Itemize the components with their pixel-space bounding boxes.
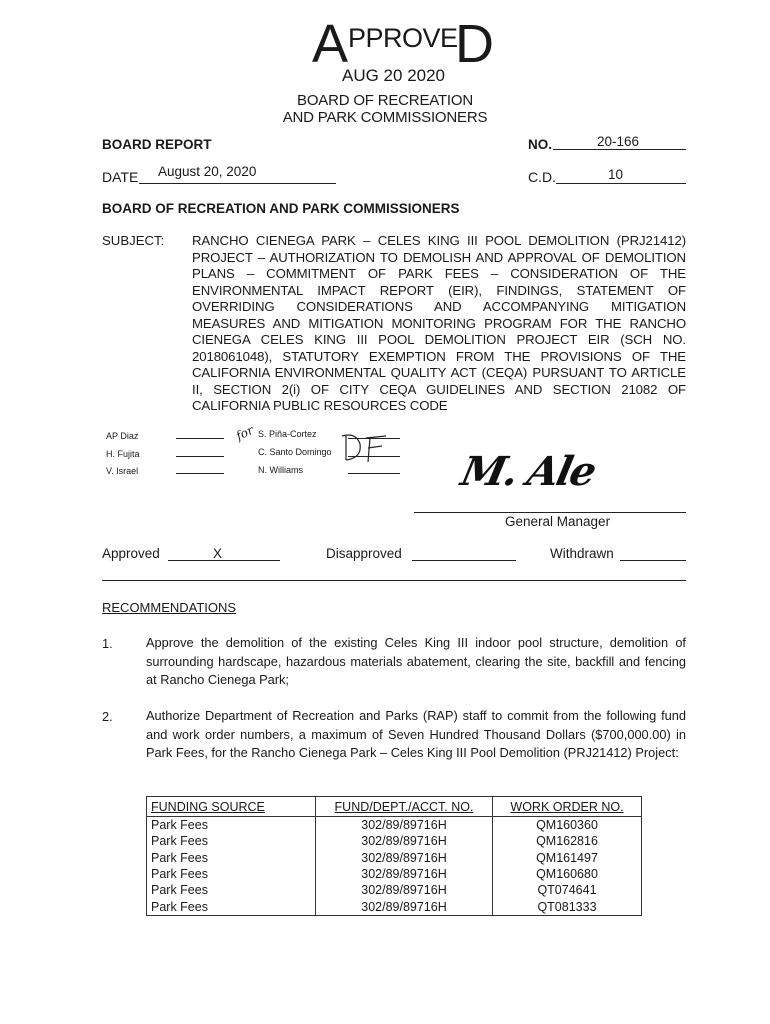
table-row (147, 898, 642, 915)
recommendation-text: Authorize Department of Recreation and Parks (RAP) staff to commit from the following fund and work order numbers, a maximum of Seven Hundred Thousand Dollars ($700,000.00) in Park Fees, for the Rancho Cienega Park – Celes King III Pool Demolition (PRJ21412) Project: (146, 708, 686, 761)
withdrawn-label: Withdrawn (550, 546, 614, 561)
for-initial-mark: for (233, 422, 256, 444)
subject-label: SUBJECT: (102, 233, 165, 248)
funding-table (146, 796, 642, 916)
table-row (147, 817, 642, 834)
cell-fund-number: 302/89/89716H (316, 833, 493, 849)
recommendations-heading: RECOMMENDATIONS (102, 600, 237, 615)
table-row (147, 850, 642, 866)
general-manager-title: General Manager (505, 514, 611, 529)
commissioner-name: N. Williams (258, 465, 303, 475)
report-no-value: 20-166 (597, 134, 640, 149)
cell-fund-number: 302/89/89716H (316, 882, 493, 898)
cell-work-order: QT074641 (493, 882, 642, 898)
disapproved-line (412, 544, 516, 561)
subject-text: RANCHO CIENEGA PARK – CELES KING III POOL DEMOLITION (PRJ21412) PROJECT – AUTHORIZATION TO DEMOLISH AND APPROVAL OF DEMOLITION PLANS – COMMITMENT OF PARK FEES – CONSIDERATION OF THE ENVIRONMENTAL IMPACT REPORT (EIR), FINDINGS, STATEMENT OF OVERRIDING CONSIDERATIONS AND ACCOMPANYING MITIGATION MEASURES AND MITIGATION MONITORING PROGRAM FOR THE RANCHO CIENEGA CELES KING III POOL DEMOLITION PROJECT EIR (SCH NO. 2018061048), STATUTORY EXEMPTION FROM THE PROVISIONS OF THE CALIFORNIA ENVIRONMENTAL QUALITY ACT (CEQA) PURSUANT TO ARTICLE II, SECTION 2(i) OF CITY CEQA GUIDELINES AND SECTION 21082 OF CALIFORNIA PUBLIC RESOURCES CODE (192, 233, 686, 413)
initial-line (176, 446, 224, 457)
cell-funding-source: Park Fees (147, 898, 316, 915)
header-fund-dept-acct: FUND/DEPT./ACCT. NO. (316, 797, 493, 817)
commissioner-name: H. Fujita (106, 449, 140, 459)
cell-work-order: QM160680 (493, 866, 642, 882)
cell-funding-source: Park Fees (147, 866, 316, 882)
funding-table-header (147, 797, 642, 817)
table-row (147, 866, 642, 882)
approved-mark: X (213, 546, 223, 561)
cell-fund-number: 302/89/89716H (316, 866, 493, 882)
withdrawn-line (620, 544, 686, 561)
approved-label: Approved (102, 546, 160, 561)
approved-line (168, 544, 280, 561)
table-row (147, 882, 642, 898)
board-report-label: BOARD REPORT (102, 137, 212, 152)
cell-funding-source: Park Fees (147, 833, 316, 849)
addressee: BOARD OF RECREATION AND PARK COMMISSIONERS (102, 201, 460, 216)
commissioner-name: S. Piña-Cortez (258, 429, 317, 439)
cell-work-order: QM160360 (493, 817, 642, 834)
stamp-date: AUG 20 2020 (342, 66, 446, 85)
cell-fund-number: 302/89/89716H (316, 817, 493, 834)
stamp-first-letter: A (312, 14, 349, 74)
cell-work-order: QM162816 (493, 833, 642, 849)
cell-funding-source: Park Fees (147, 817, 316, 834)
cell-fund-number: 302/89/89716H (316, 898, 493, 915)
table-row (147, 833, 642, 849)
commissioner-name: V. Israel (106, 466, 139, 476)
disapproved-label: Disapproved (326, 546, 402, 561)
cell-work-order: QM161497 (493, 850, 642, 866)
board-header (280, 92, 490, 126)
stamp-last-letter: D (455, 14, 494, 74)
cell-fund-number: 302/89/89716H (316, 850, 493, 866)
stamp-middle-letters: PPROVE (348, 23, 458, 53)
cd-label: C.D. (528, 169, 556, 185)
commissioner-name: C. Santo Domingo (258, 447, 332, 457)
header-funding-source: FUNDING SOURCE (147, 797, 316, 817)
report-no-label: NO. (528, 137, 553, 152)
section-divider (102, 572, 686, 581)
recommendation-text: Approve the demolition of the existing Celes King III indoor pool structure, demolition of surrounding hardscape, hazardous materials abatement, clearing the site, backfill and fencing at Rancho Cienega Park; (146, 635, 686, 688)
cell-work-order: QT081333 (493, 898, 642, 915)
initial-line (176, 463, 224, 474)
recommendation-number: 2. (102, 709, 113, 724)
general-manager-signature: M. Ale (457, 448, 599, 495)
cell-funding-source: Park Fees (147, 850, 316, 866)
board-header-line1: BOARD OF RECREATION (297, 92, 473, 109)
commissioner-name: AP Diaz (106, 431, 139, 441)
header-work-order: WORK ORDER NO. (493, 797, 642, 817)
date-label: DATE (102, 169, 139, 185)
df-initials-mark (338, 432, 396, 466)
cd-value: 10 (608, 167, 624, 182)
recommendation-number: 1. (102, 636, 113, 651)
board-header-line2: AND PARK COMMISSIONERS (282, 109, 488, 126)
cell-funding-source: Park Fees (147, 882, 316, 898)
initial-line (176, 428, 224, 439)
signature-line (414, 498, 686, 513)
date-value: August 20, 2020 (158, 164, 257, 179)
